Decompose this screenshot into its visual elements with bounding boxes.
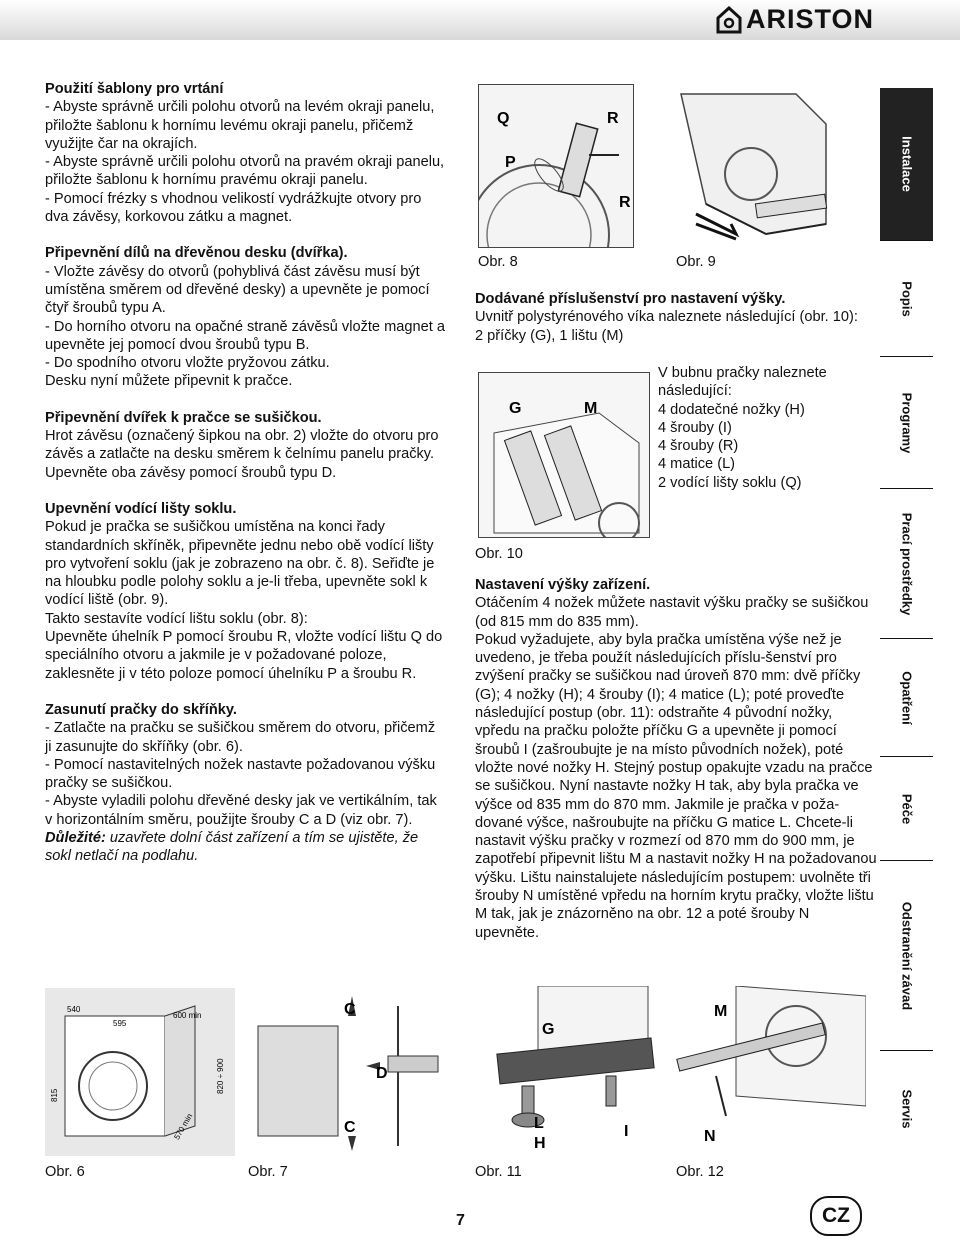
tab-popis[interactable] [880,240,933,356]
list-item: 4 matice (L) [658,456,736,473]
section-title: Dodávané příslušenství pro nastavení výšky. [475,291,786,307]
paragraph: Upevněte úhelník P pomocí šroubu R, vložte vodící lištu Q do speciálního otvoru a jakmile je v požadované poloze, zaklesněte ji v této poloze pomocí úhelníku P a šroubu R. [45,629,443,682]
tab-servis[interactable] [880,1050,933,1166]
paragraph: 2 příčky (G), 1 lištu (M) [475,327,624,344]
label-c-bottom: C [344,1119,356,1136]
label-g: G [509,400,522,417]
paragraph: Pokud je pračka se sušičkou umístěna na konci řady standardních skříněk, připevněte jednu nebo obě vodící lišty pro vytvoření soklu (jak je zobrazeno na obr. č. 8). Seřiďte je na hloubku podle polohy soklu a je-li třeba, upevněte sokl k vodící liště (obr. 9). [45,519,435,609]
label-c-top: C [344,1001,356,1018]
paragraph: Hrot závěsu (označený šipkou na obr. 2) vložte do otvoru pro závěs a zatlačte na desku směrem k čelnímu panelu pračky. Upevněte oba závěsy pomocí šroubů typu D. [45,428,439,481]
tab-pece[interactable] [880,756,933,860]
paragraph: - Do horního otvoru na opačné straně závěsů vložte magnet a upevněte jej pomocí dvou šroubů typu B. [45,318,445,353]
label-m: M [584,400,598,417]
label-r2: R [619,194,631,211]
label-d: D [376,1065,388,1082]
left-column [45,80,445,866]
tab-label: Opatření [899,670,914,725]
accessories-list [658,364,868,492]
list-item: 4 šrouby (R) [658,438,739,455]
tab-label: Servis [899,1088,914,1129]
tab-label: Péče [899,793,914,824]
note [45,829,445,866]
caption-obr12: Obr. 12 [676,1164,724,1180]
label-m: M [714,1003,728,1020]
paragraph: Takto sestavíte vodící lištu soklu (obr. 8): [45,610,308,627]
dim-570min: 570 min [172,1112,195,1142]
label-h: H [534,1135,546,1152]
paragraph: - Abyste vyladili polohu dřevěné desky jak ve vertikálním, tak v horizontálním směru, použijte šrouby C a D (viz obr. 7). [45,793,437,828]
label-i: I [624,1123,629,1140]
obr6-drawing [45,986,235,1156]
obr9-drawing [676,84,866,246]
tab-label: Popis [899,280,914,317]
tab-label: Instalace [899,136,914,192]
paragraph: - Pomocí nastavitelných nožek nastavte požadovanou výšku pračky se sušičkou. [45,756,436,792]
paragraph: Uvnitř polystyrénového víka naleznete následující (obr. 10): [475,309,858,326]
tab-label: Prací prostředky [899,512,914,615]
figure-obr11 [478,986,658,1156]
label-g: G [542,1021,555,1038]
paragraph: - Abyste správně určili polohu otvorů na levém okraji panelu, přiložte šablonu k hornímu levému okraji panelu, přičemž využijte čar na okrajích. [45,99,435,152]
dim-815: 815 [50,1088,59,1102]
figure-obr8 [478,84,634,248]
list-item: 2 vodící lišty soklu (Q) [658,474,802,491]
height-section [475,576,877,942]
tab-odstraneni-zavad[interactable] [880,860,933,1050]
paragraph: Pokud vyžadujete, aby byla pračka umístěna výše než je uvedeno, je třeba použít následujících příslu-šenství pro zvýšení pračky se sušičkou nad úroveň 870 mm: dvě příčky (G); 4 nožky (H); 4 šrouby (I); 4 matice (L); poté proveďte následující postup (obr. 11): odstraňte 4 původní nožky, vpředu na pračku položte příčku G a upevněte ji pomocí šroubů I (zašroubujte je na místo původních nožek), poté vložte nové nožky H. Stejný postup opakujte vzadu na pračce se sušičkou. Nyní nastavte nožky H tak, aby byla pračka ve výšce od 835 mm do 870 mm. Jakmile je pračka v poža-dované výšce, našroubujte na příčku G matice L. Chcete-li nastavit výšku pračky v rozmezí od 870 mm do 900 mm, je zapotřebí připevnit lištu M a nastavit nožky H na požadovanou výšku. Lištu nainstalujete následujícím postupem: uvolněte tři šrouby N umístěné vpředu na horním krytu pračky, vložte lištu M tak, jak je znázorněno na obr. 12 a poté šrouby N upevněte. [475,631,877,941]
brand-name: ARISTON [745,4,874,34]
caption-obr7: Obr. 7 [248,1164,288,1180]
obr7-drawing [248,986,458,1156]
tab-instalace[interactable] [880,88,933,240]
section-title: Připevnění dvířek k pračce se sušičkou. [45,409,322,426]
label-n: N [704,1128,716,1145]
obr12-drawing [676,986,866,1156]
tab-programy[interactable] [880,356,933,488]
caption-obr6: Obr. 6 [45,1164,85,1180]
figure-obr7 [248,986,458,1156]
section-title: Upevnění vodící lišty soklu. [45,500,237,517]
figure-obr12 [676,986,866,1156]
label-p: P [505,154,516,171]
paragraph: - Do spodního otvoru vložte pryžovou zátku. [45,355,330,372]
section-title: Nastavení výšky zařízení. [475,577,651,593]
dim-540: 540 [67,1005,81,1014]
paragraph: - Abyste správně určili polohu otvorů na pravém okraji panelu, přiložte šablonu k hornímu pravému okraji panelu. [45,154,445,189]
caption-obr8: Obr. 8 [478,254,518,270]
language-badge: CZ [810,1196,862,1236]
dim-600min: 600 min [173,1011,202,1020]
section-title: Připevnění dílů na dřevěnou desku (dvířka). [45,245,348,262]
caption-obr10: Obr. 10 [475,546,523,562]
accessories-section [475,290,875,345]
house-logo-icon [716,6,742,34]
figure-obr9 [676,84,866,246]
tab-praci-prostredky[interactable] [880,488,933,638]
section-title: Použití šablony pro vrtání [45,81,224,97]
obr10-drawing [479,373,649,537]
figure-obr10 [478,372,650,538]
tab-label: Odstranění závad [899,901,914,1010]
paragraph: - Zatlačte na pračku se sušičkou směrem do otvoru, přičemž ji zasunujte do skříňky (obr. 6). [45,720,436,755]
obr11-drawing [478,986,658,1156]
dim-820-900: 820 ÷ 900 [216,1058,225,1094]
list-item: 4 šrouby (I) [658,419,732,436]
obr8-drawing [479,85,633,247]
label-r: R [607,110,619,127]
paragraph: Desku nyní můžete připevnit k pračce. [45,373,293,390]
section-title: Zasunutí pračky do skříňky. [45,701,237,718]
tab-label: Programy [899,392,914,453]
caption-obr11: Obr. 11 [475,1164,522,1180]
note-label: Důležité: [45,829,106,846]
tab-opatreni[interactable] [880,638,933,756]
side-tabs [880,88,933,1166]
list-item: 4 dodatečné nožky (H) [658,401,805,418]
list-intro: V bubnu pračky naleznete následující: [658,365,827,400]
dim-595: 595 [113,1019,127,1028]
paragraph: Otáčením 4 nožek můžete nastavit výšku pračky se sušičkou (od 815 mm do 835 mm). [475,595,869,630]
paragraph: - Vložte závěsy do otvorů (pohyblivá část závěsu musí být umístěna směrem od dřevěné desky) a upevněte je pomocí čtyř šroubů typu A. [45,263,430,317]
label-l: L [534,1115,544,1132]
label-q: Q [497,110,510,127]
page-number: 7 [456,1212,465,1229]
caption-obr9: Obr. 9 [676,254,716,270]
figure-obr6 [45,986,235,1156]
brand-logo [716,4,874,35]
paragraph: - Pomocí frézky s vhodnou velikostí vydrážkujte otvory pro dva závěsy, korkovou zátku a magnet. [45,190,422,226]
note-text: uzavřete dolní část zařízení a tím se ujistěte, že sokl netlačí na podlahu. [45,829,419,865]
